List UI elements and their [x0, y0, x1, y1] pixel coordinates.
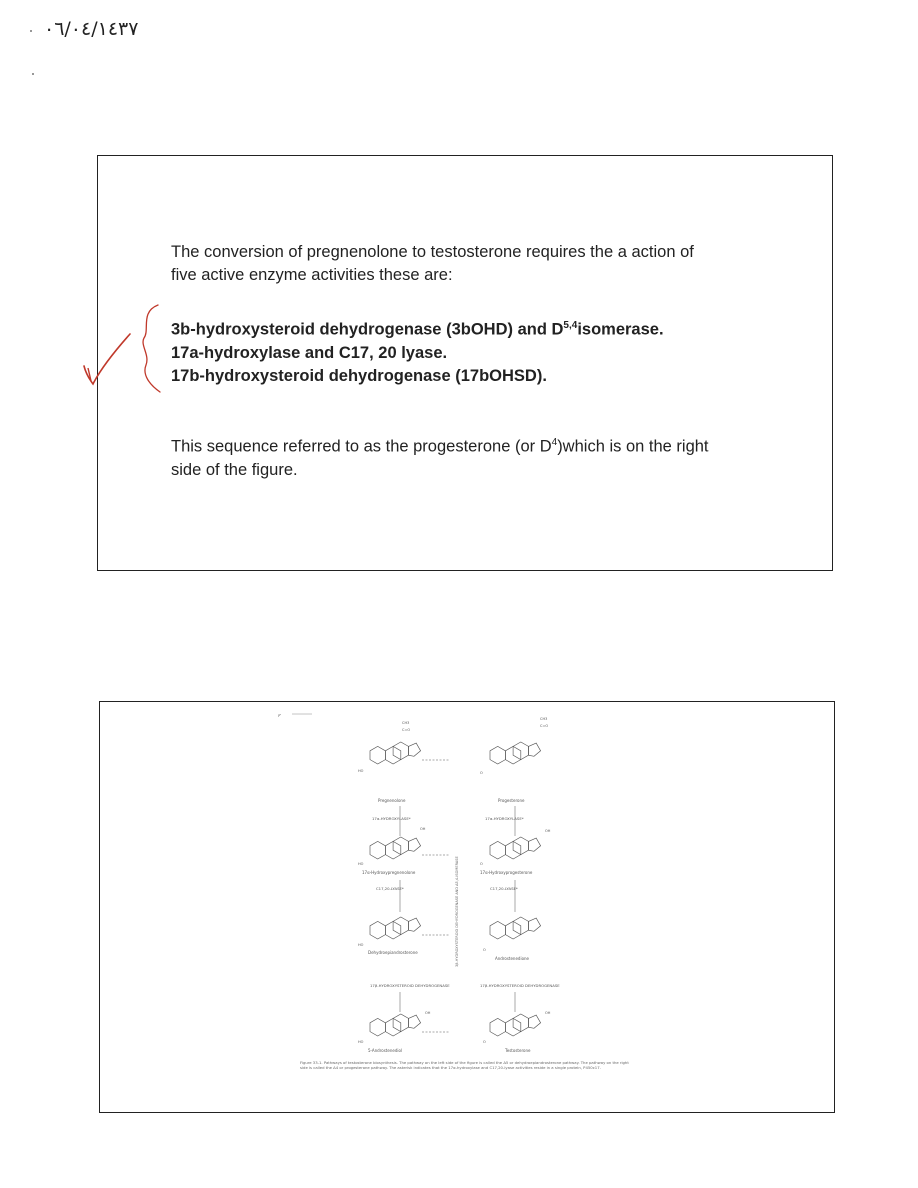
hydroxypregnenolone-label: 17α-Hydroxypregnenolone	[362, 870, 416, 875]
androstenedione-structure	[490, 917, 541, 939]
pregnenolone-structure	[370, 742, 421, 764]
ho-group-label-3: HO	[358, 943, 364, 947]
conclusion-text: This sequence referred to as the progesterone (or D	[171, 437, 552, 456]
ho-group-label-4: HO	[358, 1040, 364, 1044]
enzyme-item-3: 17b-hydroxysteroid dehydrogenase (17bOHSD).	[171, 366, 547, 385]
slide-figure-frame	[99, 701, 835, 1113]
o-group-label: O	[480, 771, 483, 775]
enzyme-1-suffix: isomerase.	[577, 320, 664, 339]
androstenediol-structure	[370, 1014, 421, 1036]
handwritten-date: ٠٦/٠٤/١٤٣٧	[44, 18, 139, 40]
o-group-label-2: O	[480, 862, 483, 866]
scan-speck	[30, 30, 32, 32]
co-group-label: C=O	[402, 728, 411, 732]
oh-group-label-right-4: OH	[545, 1011, 551, 1015]
enzyme-item-2: 17a-hydroxylase and C17, 20 lyase.	[171, 343, 448, 362]
enzyme-list	[171, 314, 791, 388]
oh-group-label-right: OH	[545, 829, 551, 833]
testosterone-pathway-figure	[100, 702, 834, 1112]
intro-line-1: The conversion of pregnenolone to testosterone requires the a action of	[171, 243, 694, 261]
progesterone-structure	[490, 742, 541, 764]
ch3-group-label-right: CH3	[540, 717, 548, 721]
hydroxyprogesterone-structure	[490, 837, 541, 859]
right-17bhsd-label: 17β-HYDROXYSTEROID DEHYDROGENASE	[480, 983, 560, 988]
scan-speck	[32, 73, 34, 75]
figure-caption-box	[300, 1060, 630, 1100]
conclusion-line-1	[171, 431, 791, 459]
oh-group-label: OH	[420, 827, 426, 831]
figure-caption: Figure 33-1. Pathways of testosterone biosynthesis. The pathway on the left side of the figure is called the Δ5 or dehydroepiandrosterone pathway. The pathway on the right side is called the Δ4 or progesterone pathway. The asterisk indicates that the 17α-hydroxylase and C17,20-lyase activities reside in a single protein, P450c17.	[300, 1060, 629, 1070]
dhea-structure	[370, 917, 421, 939]
androstenedione-label: Androstenedione	[495, 956, 530, 961]
right-hydroxylase-label: 17α-HYDROXYLASE*	[485, 816, 524, 821]
o-group-label-4: O	[483, 1040, 486, 1044]
testosterone-label: Testosterone	[505, 1048, 531, 1053]
ho-group-label-2: HO	[358, 862, 364, 866]
pregnenolone-label: Pregnenolone	[378, 798, 406, 803]
hydroxyprogesterone-label: 17α-Hydroxyprogesterone	[480, 870, 533, 875]
o-group-label-3: O	[483, 948, 486, 952]
enzyme-1-superscript: 5,4	[563, 320, 578, 331]
intro-paragraph	[171, 241, 791, 287]
ho-group-label: HO	[358, 769, 364, 773]
red-checkmark-stroke	[88, 368, 91, 381]
left-lyase-label: C17,20-LYASE*	[376, 886, 404, 891]
enzyme-item-1	[171, 314, 791, 342]
conclusion-suffix: )which is on the right	[557, 437, 709, 456]
left-17bhsd-label: 17β-HYDROXYSTEROID DEHYDROGENASE	[370, 983, 450, 988]
conclusion-superscript: 4	[551, 437, 558, 448]
left-hydroxylase-label: 17α-HYDROXYLASE*	[372, 816, 411, 821]
androstenediol-label: 5-Androstenediol	[368, 1048, 403, 1053]
ch3-group-label: CH3	[402, 721, 410, 725]
co-group-label-right: C=O	[540, 724, 549, 728]
progesterone-label: Progesterone	[498, 798, 525, 803]
hydroxypregnenolone-structure	[370, 837, 421, 859]
enzyme-1-text: 3b-hydroxysteroid dehydrogenase (3bOHD) and D	[171, 320, 564, 339]
figure-page-mark: ק	[278, 712, 281, 717]
dhea-label: Dehydroepiandrosterone	[368, 950, 418, 955]
intro-line-2: five active enzyme activities these are:	[171, 266, 453, 284]
conclusion-paragraph	[171, 431, 791, 482]
center-enzyme-label: 3β-HYDROXYSTEROID DEHYDROGENASE AND Δ5,4-ISOMERASE	[455, 856, 459, 967]
oh-group-label-4: OH	[425, 1011, 431, 1015]
conclusion-line-2: side of the figure.	[171, 460, 298, 479]
right-lyase-label: C17,20-LYASE*	[490, 886, 518, 891]
slide-text-frame	[97, 155, 833, 571]
testosterone-structure	[490, 1014, 541, 1036]
